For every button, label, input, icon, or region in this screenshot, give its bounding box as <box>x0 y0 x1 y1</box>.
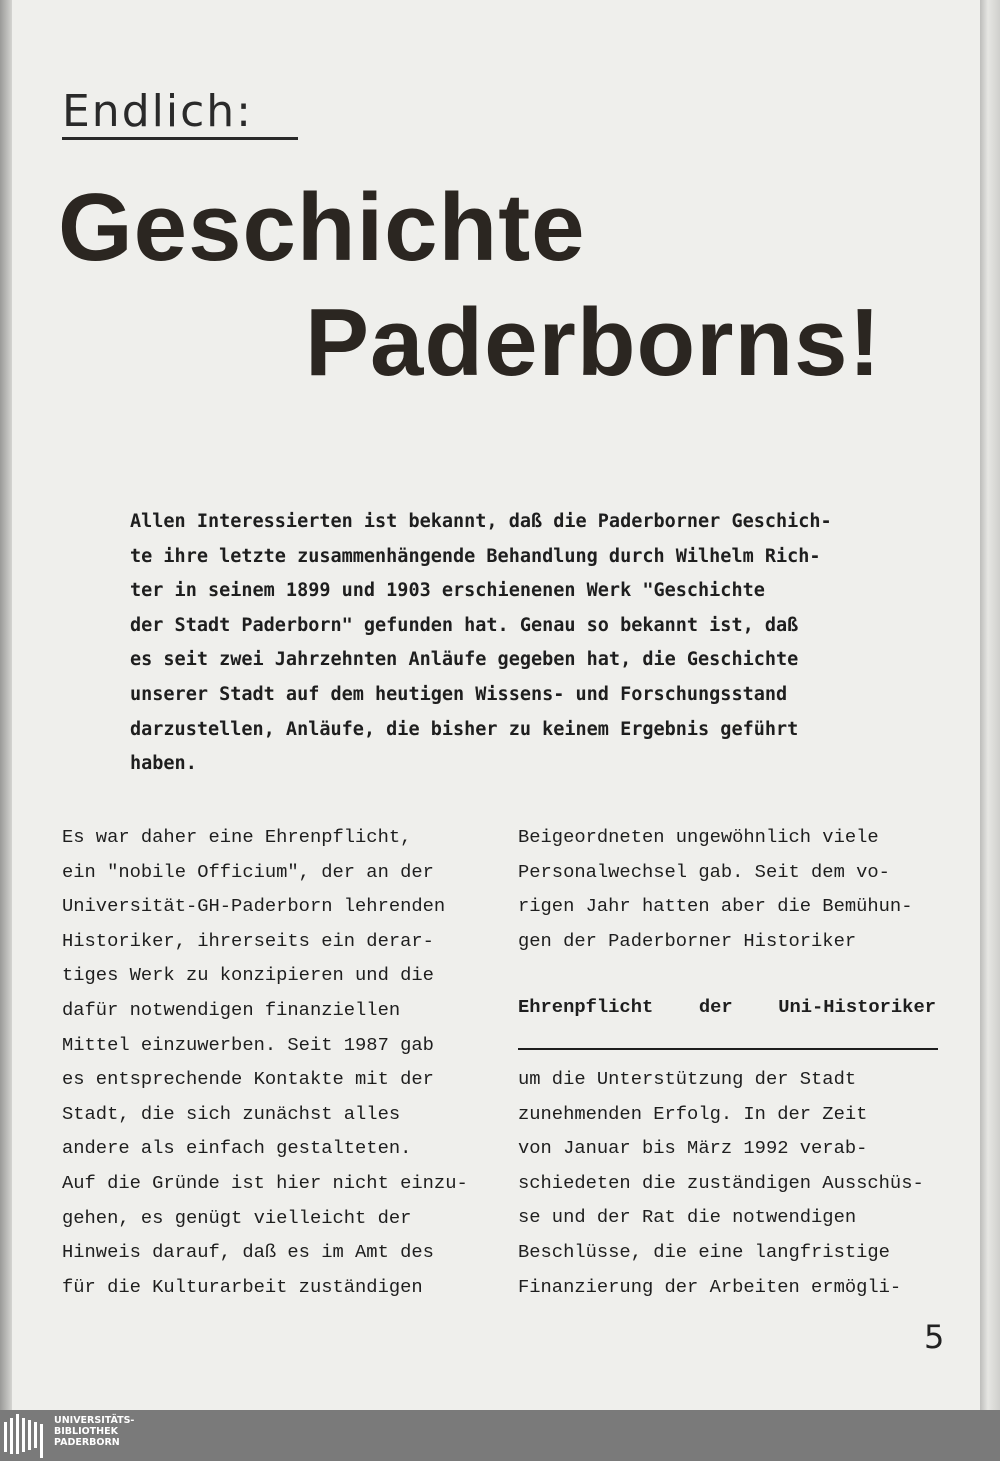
library-logo-text: UNIVERSITÄTS- BIBLIOTHEK PADERBORN <box>54 1415 135 1448</box>
page-edge-right <box>980 0 1000 1410</box>
page-number: 5 <box>924 1318 945 1356</box>
article-title-line-2: Paderborns! <box>305 289 882 396</box>
library-barcode-logo-icon <box>4 1414 46 1458</box>
library-logo <box>4 1414 134 1458</box>
section-heading-rule <box>518 1048 938 1050</box>
body-column-right-bottom: um die Unterstützung der Stadt zunehmenden Erfolg. In der Zeit von Januar bis März 1992 verab- schiedeten die zuständigen Ausschüs- se und der Rat die notwendigen Beschlüsse, die eine langfristige Finanzierung der Arbeiten ermögli- <box>518 1068 924 1298</box>
body-column-left: Es war daher eine Ehrenpflicht, ein "nobile Officium", der an der Universität-GH-Paderborn lehrenden Historiker, ihrerseits ein derar- tiges Werk zu konzipieren und die dafür notwendigen finanziellen Mittel einzuwerben. Seit 1987 gab es entsprechende Kontakte mit der Stadt, die sich zunächst alles andere als einfach gestalteten. Auf die Gründe ist hier nicht einzu- gehen, es genügt vielleicht der Hinweis darauf, daß es im Amt des für die Kulturarbeit zuständigen <box>62 826 468 1298</box>
kicker-underline <box>62 137 298 140</box>
footer-bar <box>0 1410 1000 1461</box>
article-intro: Allen Interessierten ist bekannt, daß die Paderborner Geschich- te ihre letzte zusammenhängende Behandlung durch Wilhelm Rich- ter in seinem 1899 und 1903 erschienenen Werk "Geschichte der Stadt Paderborn" gefunden hat. Genau so bekannt ist, daß es seit zwei Jahrzehnten Anläufe gegeben hat, die Geschichte unserer Stadt auf dem heutigen Wissens- und Forschungsstand darzustellen, Anläufe, die bisher zu keinem Ergebnis geführt haben. <box>130 511 832 775</box>
section-heading: Ehrenpflicht der Uni-Historiker <box>518 996 936 1018</box>
article-title-line-1: Geschichte <box>58 174 586 281</box>
article-kicker: Endlich: <box>62 86 253 137</box>
body-column-right-top: Beigeordneten ungewöhnlich viele Personalwechsel gab. Seit dem vo- rigen Jahr hatten aber die Bemühun- gen der Paderborner Historiker <box>518 826 913 952</box>
page-edge-left <box>0 0 12 1410</box>
